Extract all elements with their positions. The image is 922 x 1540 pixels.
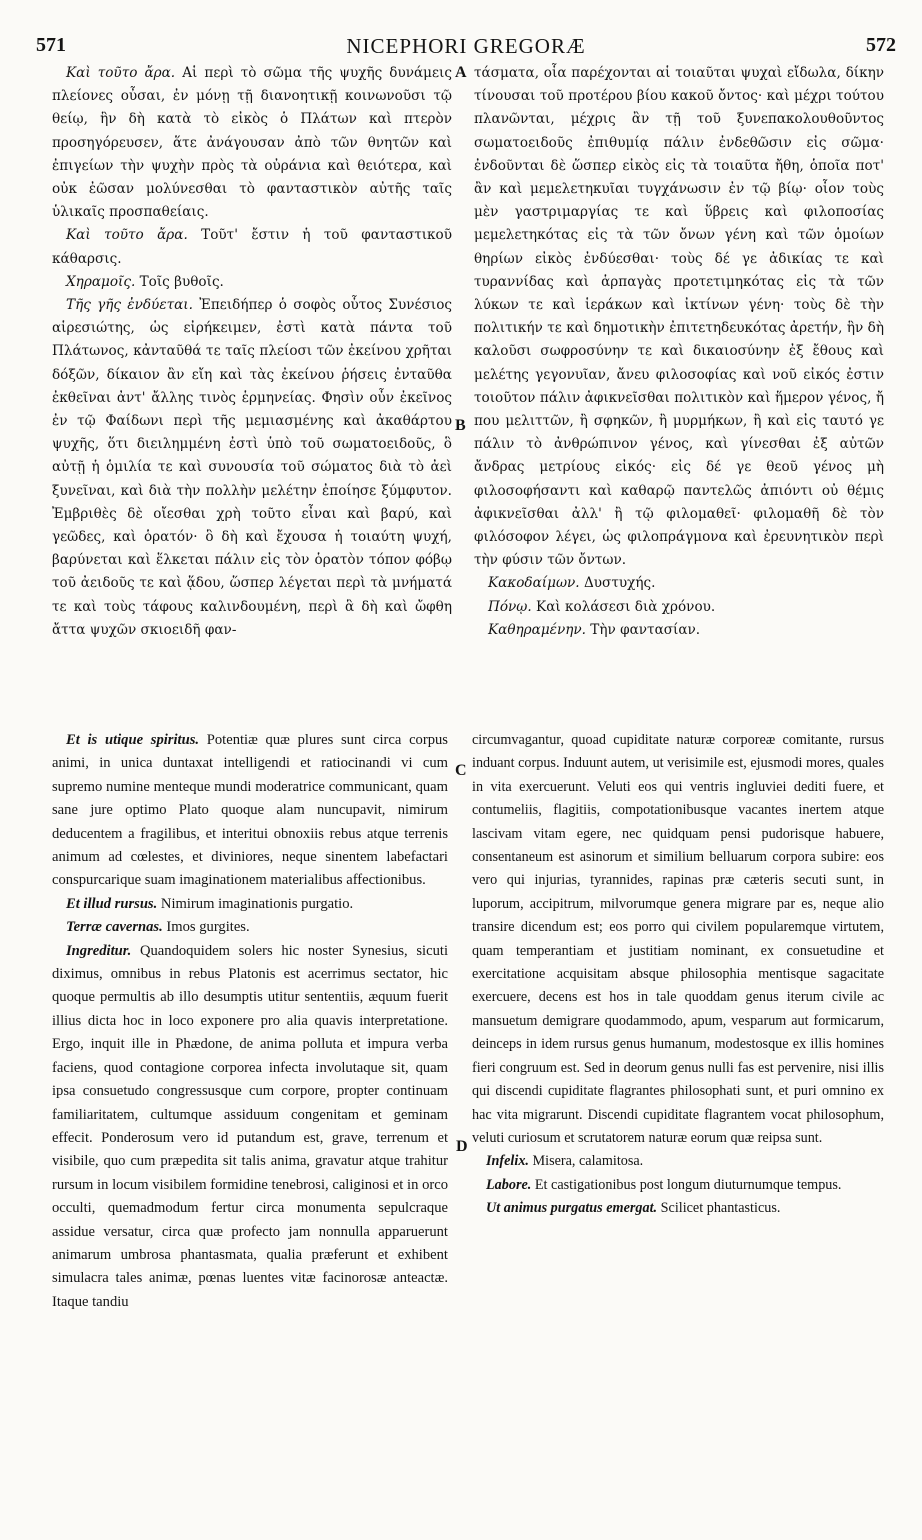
greek-note-text: Ἐπειδήπερ ὁ σοφὸς οὗτος Συνέσιος αἱρεσιώτης, ὡς εἰρήκειμεν, ἐστὶ κατὰ πάντα τοῦ Πλάτωνος, κἀνταῦθά τε ταῖς πλείοσι τῶν ἐκείνου χρῆται δόξῶν, δίκαιον ἂν εἴη καὶ τὰς ἐκείνου ῥήσεις ἐνταῦθα ἐκθεῖναι ἀντ' ἄλλης τινὸς ἑρμηνείας. Φησὶν οὖν ἐκεῖνος ἐν τῷ Φαίδωνι περὶ τῆς μεμιασμένης καὶ ἀκαθάρτου ψυχῆς, ὅτι διειλημμένη ἐστὶ ὑπὸ τοῦ σωματοειδοῦς, ὃ αὐτῇ ἡ ὁμιλία τε καὶ συνουσία τοῦ σώματος διὰ τὸ ἀεὶ ξυνεῖναι, καὶ διὰ τὴν πολλὴν μελέτην ἐποίησε ξύμφυτον. Ἐμβριθὲς δὲ οἴεσθαι χρὴ τοῦτο εἶναι καὶ βαρύ, καὶ γεῶδες, καὶ ὁρατόν· ὃ δὴ καὶ ἔχουσα ἡ τοιαύτη ψυχή, βαρύνεται καὶ ἕλκεται πάλιν εἰς τὸν ὁρατὸν τόπον φόβῳ τοῦ ἀειδοῦς τε καὶ ᾅδου, ὥσπερ λέγεται περὶ τὰ μνήματά τε καὶ τοὺς τάφους καλινδουμένη, περὶ ἃ δὴ καὶ ὤφθη ἄττα ψυχῶν σκιοειδῆ φαν- bbox=[52, 297, 452, 638]
latin-note bbox=[52, 940, 448, 1315]
latin-lemma: Ut animus purgatus emergat. bbox=[486, 1200, 658, 1217]
greek-note bbox=[474, 619, 884, 642]
latin-lemma: Infelix. bbox=[486, 1153, 529, 1170]
latin-column-left bbox=[52, 729, 448, 1509]
greek-note bbox=[52, 224, 452, 270]
greek-lemma: Τῆς γῆς ἐνδύεται. bbox=[66, 297, 193, 314]
latin-note bbox=[52, 729, 448, 893]
latin-note-text: Nimirum imaginationis purgatio. bbox=[157, 895, 354, 912]
greek-note bbox=[52, 62, 452, 224]
latin-note-text: Quandoquidem solers hic noster Synesius, sicuti diximus, omnibus in rebus Platonis est acerrimus sectator, hic quoque permultis ab illo desumptis utitur sententiis, æquum fuerit illius dicta hoc in loco exponere pro alia quavis interpretatione. Ergo, inquit ille in Phædone, de anima polluta et impura verba faciens, quod contagione corporea infecta involutaque sit, quam ipsa consuetudo congressusque cum corpore, propter continuam familiaritatem, cultumque assiduum congenitam et geminam effecit. Ponderosum vero id putandum est, grave, terrenum et visibile, quo cum præpedita sit talis anima, gravatur atque trahitur rursum in locum visibilem formidine tenebrosi, caliginosi et in orco occulti, quemadmodum fertur circa monumenta sepulcraque assidue versatur, circa quæ profecto jam nonnulla apparuerunt animarum umbrosa phantasmata, qualia præferunt et exhibent simulacra tales animæ, pœnas luentes vitæ facinorosæ anteactæ. Itaque tandiu bbox=[52, 942, 448, 1310]
greek-note-text: Αἱ περὶ τὸ σῶμα τῆς ψυχῆς δυνάμεις πλείονες οὖσαι, ἐν μόνῃ τῇ διανοητικῇ κοινωνοῦσι τῷ θείῳ, ἣν δὴ κατὰ τὸ εἰκὸς ὁ Πλάτων καὶ πτερὸν προσηγόρευσεν, ἅτε ἀνάγουσαν ἀπὸ τῶν θνητῶν καὶ ἐπιγείων τὴν ψυχὴν πρὸς τὰ οὐράνια καὶ θειότερα, καὶ οὐκ ἐῶσαν μολύνεσθαι τὸ φανταστικὸν αὐτῆς ταῖς ὑλικαῖς προσπαθείαις. bbox=[52, 65, 452, 221]
latin-note-text: Misera, calamitosa. bbox=[528, 1153, 644, 1170]
page-number-left: 571 bbox=[36, 34, 66, 56]
greek-lemma: Καθηραμένην. bbox=[488, 621, 586, 638]
greek-note-text: Δυστυχής. bbox=[579, 575, 656, 592]
latin-note-text: Scilicet phantasticus. bbox=[657, 1200, 781, 1217]
greek-lemma: Χηραμοῖς. bbox=[66, 273, 136, 290]
page-number-right: 572 bbox=[866, 34, 896, 56]
latin-column-right bbox=[472, 729, 884, 1509]
latin-lemma: Labore. bbox=[486, 1176, 532, 1193]
greek-lemma: Κακοδαίμων. bbox=[488, 575, 580, 592]
greek-column-left bbox=[52, 62, 452, 702]
running-title: NICEPHORI GREGORÆ bbox=[346, 34, 586, 58]
margin-marker-a: A bbox=[455, 64, 467, 81]
greek-note-text: τάσματα, οἷα παρέχονται αἱ τοιαῦται ψυχαὶ εἴδωλα, δίκην τίνουσαι τοῦ προτέρου βίου κακοῦ ὄντος· καὶ μέχρι τούτου πλανῶνται, μέχρις ἂν τῇ τοῦ ξυνεπακολουθοῦντος σωματοειδοῦς ἐπιθυμίᾳ πάλιν ἐνδεθῶσιν εἰς σῶμα· ἐνδοῦνται δὲ ὥσπερ εἰκὸς εἰς τὰ τοιαῦτα ἤθη, ὁποῖα ποτ' ἂν καὶ μεμελετηκυῖαι τυγχάνωσιν ἐν τῷ βίῳ· οἷον τοὺς μὲν γαστριμαργίας τε καὶ ὕβρεις καὶ φιλοποσίας μεμελετηκότας εἰς τὰ τῶν ὄνων γένη καὶ τῶν ὁμοίων θηρίων εἰκὸς ἐνδύεσθαι· τοὺς δέ γε ἀδικίας τε καὶ τυραννίδας καὶ ἁρπαγὰς προτετιμηκότας εἰς τὰ τῶν λύκων τε καὶ ἱεράκων καὶ ἰκτίνων γένη· τοὺς δὲ τὴν πολιτικήν τε καὶ δημοτικὴν ἐπιτετηδευκότας ἀρετήν, ἣν δὴ καλοῦσι σωφροσύνην τε καὶ δικαιοσύνην ἐξ ἔθους καὶ μελέτης γεγονυῖαν, ἄνευ φιλοσοφίας καὶ νοῦ εἰκός ἐστιν τοιοῦτον πάλιν ἀφικνεῖσθαι πολιτικὸν καὶ ἥμερον γένος, ἤ που μελιττῶν, ἢ σφηκῶν, ἢ μυρμήκων, ἢ καὶ εἰς ταυτό γε πάλιν τὸ ἀνθρώπινον γένος, καὶ γίνεσθαι ἐξ αὐτῶν ἄνδρας μετρίους εἰκός· εἰς δέ γε θεοῦ γένος μὴ φιλοσοφήσαντι καὶ καθαρῷ παντελῶς ἀπιόντι οὐ θέμις ἀφικνεῖσθαι ἀλλ' ἢ τῷ φιλομαθεῖ· φιλομαθῆ δὲ τὸν φιλόσοφον λέγει, ὡς φιλοπράγμονα καὶ ἐρευνητικὸν περὶ τὴν φύσιν τῶν ὄντων. bbox=[474, 65, 884, 569]
greek-note bbox=[474, 62, 884, 572]
greek-note bbox=[52, 294, 452, 642]
latin-note-text: circumvagantur, quoad cupiditate naturæ corporeæ comitante, rursus induant corpus. Induunt autem, ut verisimile est, ejusmodi mores, quales in vita exercuerunt. Veluti eos qui ventris ingluviei dediti fuere, et contumeliis, flagitiis, compotationibusque vacantes inertem atque lascivam vitam egere, nec quidquam pensi pudorisque habuere, consentaneum est asinorum et similium belluarum corpora subire: eos vero qui injurias, tyrannides, rapinas præ cæteris secuti sunt, in luporum, accipitrum, milvorumque genera migrare par es, neque alio transire dicendum est; eos porro qui civilem popularemque virtutem, quam temperantiam et justitiam nominant, ex consuetudine et exercitatione acquisitam absque philosophia mentisque sagacitate exercuere, decens est hos in tale quoddam genus iterum civile ac mansuetum demigrare quodammodo, apum, vesparum aut formicarum, deinceps in idem rursus genus humanum, modestosque ex illis homines fieri congruum est. Sed in deorum genus nulli fas est pervenire, nisi illis qui discendi cupiditate flagrantes philosophati sunt, et puri omnino ex hac vita migrarunt. Discendi cupiditate flagrantem vocat philosophum, veluti curiosum et scrutatorem naturæ eorum quæ reipsa sunt. bbox=[472, 732, 884, 1146]
latin-note-text: Imos gurgites. bbox=[162, 919, 250, 936]
latin-note bbox=[52, 893, 448, 916]
margin-marker-b: B bbox=[455, 417, 466, 434]
latin-lemma: Et is utique spiritus. bbox=[66, 732, 200, 748]
margin-marker-d: D bbox=[456, 1138, 468, 1155]
greek-lemma: Καὶ τοῦτο ἄρα. bbox=[66, 227, 188, 244]
latin-note bbox=[52, 916, 448, 939]
latin-lemma: Terræ cavernas. bbox=[66, 919, 163, 936]
latin-note bbox=[472, 1150, 884, 1173]
greek-note-text: Τοῖς βυθοῖς. bbox=[135, 273, 224, 290]
greek-note-text: Τὴν φαντασίαν. bbox=[585, 621, 701, 638]
latin-lemma: Et illud rursus. bbox=[66, 895, 158, 912]
latin-note bbox=[472, 729, 884, 1150]
greek-note bbox=[52, 271, 452, 294]
latin-note bbox=[472, 1197, 884, 1220]
greek-lemma: Πόνῳ. bbox=[488, 598, 532, 615]
margin-marker-c: C bbox=[455, 762, 467, 779]
greek-lemma: Καὶ τοῦτο ἄρα. bbox=[66, 65, 176, 81]
latin-note bbox=[472, 1174, 884, 1197]
greek-note bbox=[474, 596, 884, 619]
greek-note-text: Καὶ κολάσεσι διὰ χρόνου. bbox=[531, 598, 716, 615]
greek-column-right bbox=[474, 62, 884, 702]
latin-note-text: Potentiæ quæ plures sunt circa corpus animi, in unica duntaxat intelligendi et ratiocinandi vi cum supremo numine menteque mundi moderatrice communicant, quam sane jure optimo Plato quoque alam nuncupavit, nimirum deducentem a fragilibus, et interitui obnoxiis rebus atque terrenis animum ad cœlestes, et diviniores, neque sinentem labefactari conspurcarique suam imaginationem materialibus affectionibus. bbox=[52, 732, 448, 889]
latin-note-text: Et castigationibus post longum diuturnumque tempus. bbox=[531, 1176, 842, 1193]
latin-lemma: Ingreditur. bbox=[66, 942, 132, 959]
greek-note-text: Τοῦτ' ἔστιν ἡ τοῦ φανταστικοῦ κάθαρσις. bbox=[52, 227, 452, 267]
greek-note bbox=[474, 572, 884, 595]
